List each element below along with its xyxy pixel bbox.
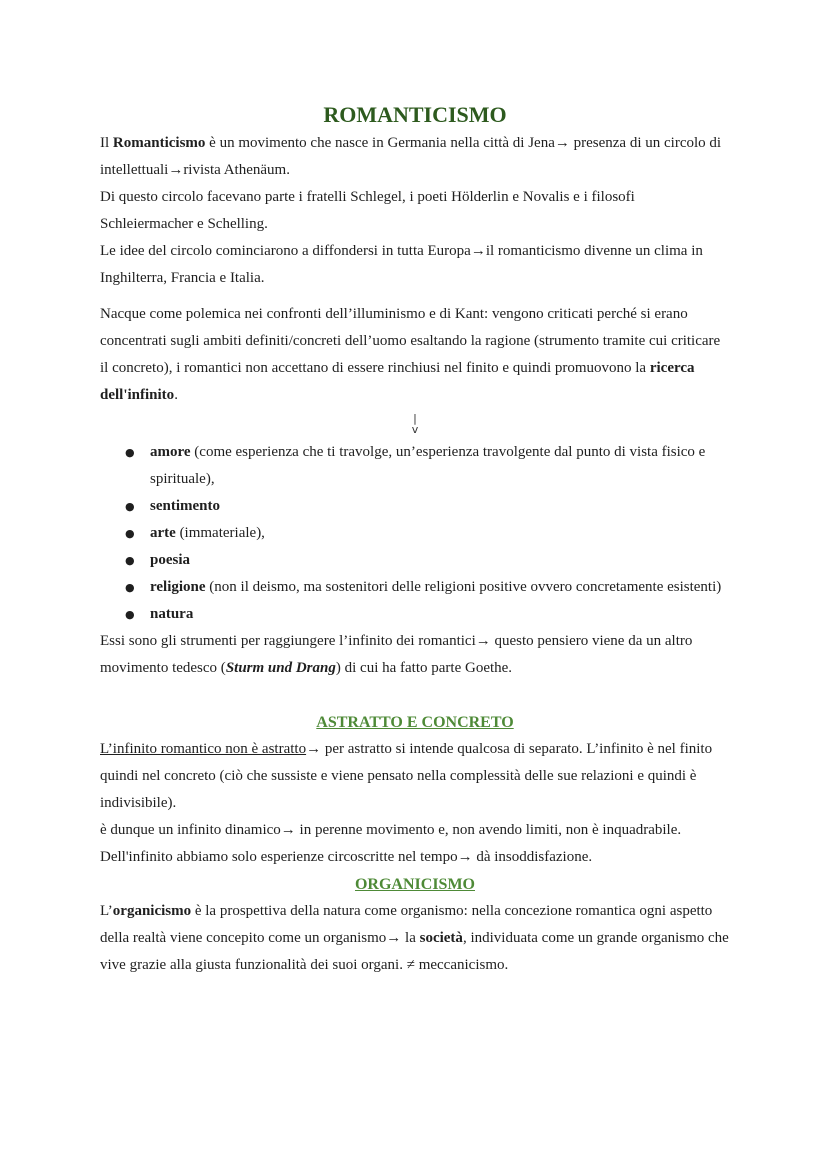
astratto-paragraph-1: [100, 736, 730, 817]
intro-paragraph-3: Le idee del circolo cominciarono a diffondersi in tutta Europa→il romanticismo divenne un clima in Inghilterra, Francia e Italia.: [100, 243, 703, 286]
list-item: [100, 574, 730, 601]
astratto-p1-post: → per astratto si intende qualcosa di separato. L’infinito è nel finito quindi nel concreto (ciò che sussiste e viene pensato nella complessità delle sue relazioni e quindi è indivisibile).: [100, 741, 713, 811]
list-item-bold: arte: [150, 525, 176, 541]
intro-paragraph-1: [100, 130, 730, 184]
list-item-bold: sentimento: [150, 498, 220, 514]
spacer: [100, 292, 730, 301]
bullet-icon: ●: [125, 581, 135, 594]
list-item-bold: poesia: [150, 552, 191, 568]
spacer: [100, 682, 730, 709]
org-pre: L’: [100, 903, 113, 919]
list-item: [100, 547, 730, 574]
section-heading-astratto: ASTRATTO E CONCRETO: [316, 714, 514, 731]
after-list-paragraph: [100, 628, 730, 682]
bullet-icon: ●: [125, 500, 135, 513]
list-item-text: (come esperienza che ti travolge, un’esperienza travolgente dal punto di vista fisico e spirituale),: [150, 444, 706, 487]
polemic-pre: Nacque come polemica nei confronti dell’illuminismo e di Kant: vengono criticati perché si erano concentrati sugli ambiti definiti/concreti dell’uomo esaltando la ragione (strumento tramite cui criticare il concreto), i romantici non accettano di essere rinchiusi nel finito e quindi promuovono la: [100, 306, 721, 376]
intro-paragraph-2: Di questo circolo facevano parte i fratelli Schlegel, i poeti Hölderlin e Novalis e i filosofi Schleiermacher e Schelling.: [100, 189, 635, 232]
infinite-means-list: [100, 439, 730, 628]
arrow-head: v: [411, 423, 419, 436]
org-post: , individuata come un grande organismo che vive grazie alla giusta funzionalità dei suoi organi. ≠ meccanicismo.: [100, 930, 729, 973]
after-list-bold-italic: Sturm und Drang: [225, 660, 336, 676]
polemic-bold: ricerca dell'infinito: [100, 360, 695, 403]
after-list-pre: Essi sono gli strumenti per raggiungere l’infinito dei romantici→ questo pensiero viene da un altro movimento tedesco (: [100, 633, 693, 676]
list-item: [100, 493, 730, 520]
intro-p1-bold: Romanticismo: [112, 135, 206, 151]
astratto-paragraph-2: è dunque un infinito dinamico→ in perenne movimento e, non avendo limiti, non è inquadrabile. Dell'infinito abbiamo solo esperienze circoscritte nel tempo→ dà insoddisfazione.: [100, 822, 682, 865]
bullet-icon: ●: [125, 527, 135, 540]
list-item-bold: natura: [150, 606, 194, 622]
intro-p1-post: è un movimento che nasce in Germania nella città di Jena→ presenza di un circolo di intellettuali→rivista Athenäum.: [100, 135, 722, 178]
list-item-text: (immateriale),: [175, 525, 265, 541]
list-item-bold: amore: [150, 444, 191, 460]
astratto-underlined: L’infinito romantico non è astratto: [100, 741, 307, 757]
bullet-icon: ●: [125, 608, 135, 621]
page-title: ROMANTICISMO: [323, 102, 507, 127]
list-item-text: (non il deismo, ma sostenitori delle religioni positive ovvero concretamente esistenti): [205, 579, 722, 595]
polemic-post: .: [174, 387, 178, 403]
bullet-icon: ●: [125, 554, 135, 567]
list-item: [100, 520, 730, 547]
after-list-post: ) di cui ha fatto parte Goethe.: [335, 660, 513, 676]
polemic-paragraph: [100, 301, 730, 409]
organicismo-paragraph: [100, 898, 730, 979]
intro-p1-pre: Il: [100, 135, 113, 151]
arrow-down-icon: [100, 409, 730, 439]
list-item: [100, 601, 730, 628]
document-page: [100, 100, 730, 979]
list-item-bold: religione: [150, 579, 206, 595]
org-bold-1: organicismo: [112, 903, 192, 919]
section-heading-organicismo: ORGANICISMO: [354, 876, 475, 893]
list-item: [100, 439, 730, 493]
org-mid-1: è la prospettiva della natura come organismo: nella concezione romantica ogni aspetto della realtà viene concepito come un organismo→ la: [100, 903, 713, 946]
arrow-line: |: [413, 412, 417, 425]
bullet-icon: ●: [125, 446, 135, 459]
org-bold-2: società: [419, 930, 463, 946]
